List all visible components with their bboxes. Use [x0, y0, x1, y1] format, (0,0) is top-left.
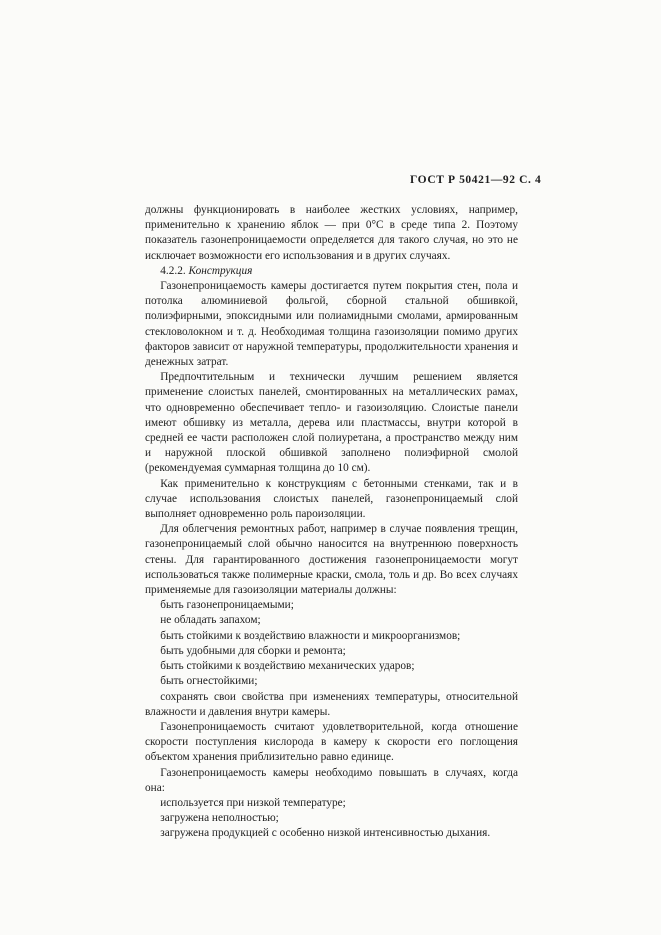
paragraph: Для облегчения ремонтных работ, например в случае появления трещин, газонепроницаемый слой обычно наносится на внутреннюю поверхность стены. Для гарантированного достижения газонепроницаемости могут использоваться также полимерные краски, смола, толь и др. Во всех случаях применяемые для газоизоляции материалы должны:	[145, 523, 518, 597]
list-item: быть удобными для сборки и ремонта;	[160, 644, 346, 657]
paragraph: должны функционировать в наиболее жестких условиях, например, применительно к хранению яблок — при 0°С в среде типа 2. Поэтому показатель газонепроницаемости определяется для такого случая, но это не исключает возможности его использования и в других случаях.	[145, 204, 518, 262]
paragraph: Газонепроницаемость камеры необходимо повышать в случаях, когда она:	[145, 766, 518, 794]
subsection-number: 4.2.2.	[160, 264, 186, 277]
subsection-title: Конструкция	[188, 264, 253, 277]
list-item: сохранять свои свойства при изменениях температуры, относительной влажности и давления внутри камеры.	[145, 690, 518, 718]
list-item: быть огнестойкими;	[160, 675, 258, 688]
paragraph: Газонепроницаемость камеры достигается путем покрытия стен, пола и потолка алюминиевой фольгой, сборной стальной обшивкой, полиэфирными, эпоксидными или полиамидными смолами, армированным стекловолокном и т. д. Необходимая толщина газоизоляции помимо других факторов зависит от наружной температуры, продолжительности хранения и денежных затрат.	[145, 280, 518, 369]
paragraph: Как применительно к конструкциям с бетонными стенками, так и в случае использования слоистых панелей, газонепроницаемый слой выполняет одновременно роль пароизоляции.	[145, 477, 518, 521]
paragraph: Газонепроницаемость считают удовлетворительной, когда отношение скорости поступления кислорода в камеру к скорости его поглощения объектом хранения приблизительно равно единице.	[145, 720, 518, 764]
list-item: загружена неполностью;	[160, 812, 279, 825]
paragraph: Предпочтительным и технически лучшим решением является применение слоистых панелей, смонтированных на металлических рамах, что одновременно обеспечивает тепло- и газоизоляцию. Слоистые панели имеют обшивку из металла, дерева или пластмассы, внутри которой в средней ее части расположен слой полиуретана, а пространство между ним и наружной плоской обшивкой заполнено полиэфирной смолой (рекомендуемая суммарная толщина до 10 см).	[145, 371, 518, 475]
list-item: быть стойкими к воздействию влажности и микроорганизмов;	[160, 629, 461, 642]
list-item: используется при низкой температуре;	[160, 796, 346, 809]
page-header: ГОСТ Р 50421—92 С. 4	[410, 174, 542, 186]
list-item: загружена продукцией с особенно низкой интенсивностью дыхания.	[160, 827, 491, 840]
list-item: быть газонепроницаемыми;	[160, 599, 294, 612]
subsection-heading	[145, 264, 518, 279]
body-text	[145, 203, 518, 842]
list-item: не обладать запахом;	[160, 614, 261, 627]
list-item: быть стойкими к воздействию механических ударов;	[160, 660, 415, 673]
